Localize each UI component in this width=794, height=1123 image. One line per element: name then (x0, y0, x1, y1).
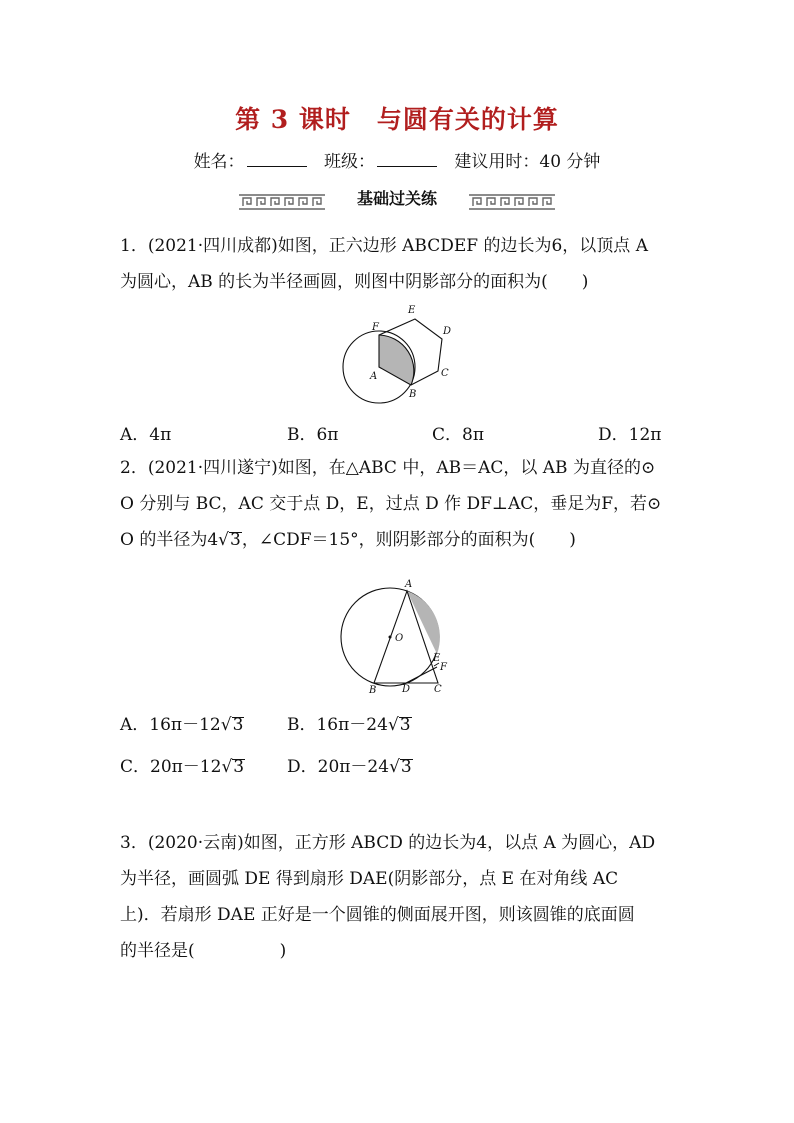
label-d: D (402, 684, 411, 695)
section-banner (237, 189, 557, 213)
question-3-line-1: 3．(2020·云南)如图，正方形 ABCD 的边长为4，以点 A 为圆心，AD (120, 833, 656, 853)
option-2d[interactable]: D．20π－24√3 (287, 757, 412, 777)
page-title: 第 3 课时 与圆有关的计算 (235, 105, 559, 134)
class-blank[interactable] (377, 152, 437, 167)
time-label: 建议用时：40 分钟 (454, 152, 601, 172)
figure-triangle-circle (335, 578, 455, 696)
label-o: O (395, 633, 404, 644)
label-f: F (440, 662, 447, 673)
question-2-line-1: 2．(2021·四川遂宁)如图，在△ABC 中，AB＝AC，以 AB 为直径的⊙ (120, 458, 656, 478)
question-2-line-3b: ，∠CDF＝15°，则阴影部分的面积为( ) (241, 530, 576, 550)
label-b: B (369, 685, 377, 696)
name-blank[interactable] (247, 152, 307, 167)
option-1a[interactable]: A．4π (120, 425, 172, 445)
label-f: F (372, 322, 379, 333)
option-1d[interactable]: D．12π (598, 425, 662, 445)
label-c: C (441, 368, 449, 379)
label-e: E (408, 305, 416, 316)
figure-hexagon-circle (335, 300, 465, 410)
sqrt-sign: √ (218, 530, 230, 550)
label-b: B (409, 389, 417, 400)
option-1c[interactable]: C．8π (432, 425, 484, 445)
label-a: A (405, 579, 413, 590)
question-2-line-2: O 分别与 BC，AC 交于点 D，E，过点 D 作 DF⊥AC，垂足为F，若⊙ (120, 494, 662, 514)
info-line (0, 147, 794, 172)
sqrt-radicand: 3 (230, 530, 241, 550)
question-1-line-2: 为圆心，AB 的长为半径画圆，则图中阴影部分的面积为( ) (120, 272, 589, 292)
section-label: 基础过关练 (356, 189, 437, 208)
option-1b[interactable]: B．6π (287, 425, 339, 445)
center-o (389, 636, 392, 639)
label-d: D (443, 326, 452, 337)
question-1 (120, 228, 680, 300)
question-3 (120, 825, 680, 969)
question-3-line-2: 为半径，画圆弧 DE 得到扇形 DAE(阴影部分，点 E 在对角线 AC (120, 869, 619, 889)
option-2a[interactable]: A．16π－12√3 (120, 715, 244, 735)
name-label: 姓名： (193, 152, 245, 172)
option-2c[interactable]: C．20π－12√3 (120, 757, 245, 777)
question-1-line-1: 1．(2021·四川成都)如图，正六边形 ABCDEF 的边长为6，以顶点 A (120, 236, 648, 256)
question-2 (120, 450, 680, 558)
class-label: 班级： (323, 152, 375, 172)
question-2-line-3a: O 的半径为4 (120, 530, 219, 550)
question-3-line-4: 的半径是( ) (120, 941, 287, 961)
label-a: A (370, 371, 378, 382)
triangle-abc (374, 591, 438, 683)
label-c: C (434, 684, 442, 695)
option-2b[interactable]: B．16π－24√3 (287, 715, 411, 735)
shaded-segment (407, 591, 440, 654)
question-2-line-3 (120, 522, 680, 558)
shaded-sector (379, 335, 414, 385)
question-3-line-3: 上)．若扇形 DAE 正好是一个圆锥的侧面展开图，则该圆锥的底面圆 (120, 905, 635, 925)
label-e: E (433, 653, 441, 664)
